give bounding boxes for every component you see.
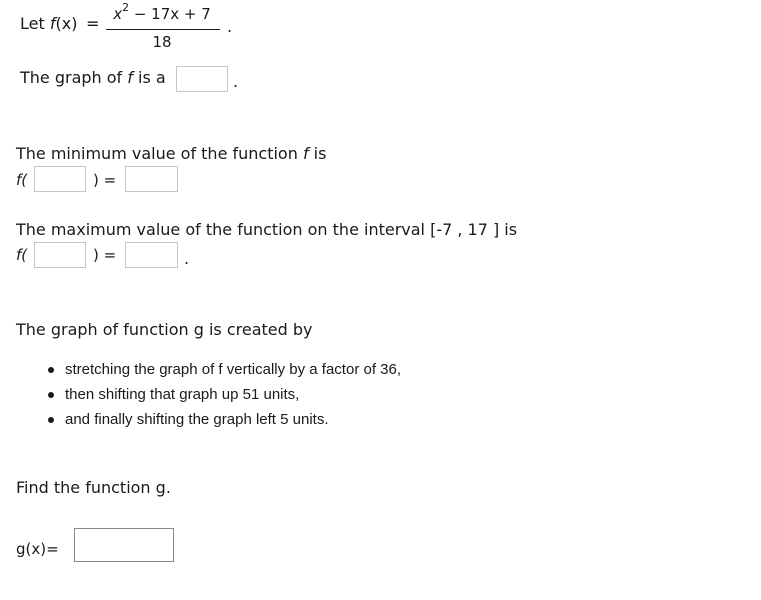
definition-prefix: Let <box>20 14 50 33</box>
minimum-question <box>16 144 326 163</box>
find-function-prompt: Find the function g. <box>16 478 171 497</box>
definition-equals: = <box>86 14 100 33</box>
minimum-value-input[interactable] <box>125 166 178 192</box>
function-name: f <box>49 14 56 33</box>
function-argument: (x) <box>55 14 78 33</box>
transform-intro: The graph of function g is created by <box>16 320 313 339</box>
maximum-f-label: f( <box>16 246 28 264</box>
g-function-label: g(x)= <box>16 540 59 558</box>
transform-step-text: then shifting that graph up 51 units, <box>65 386 300 403</box>
graph-shape-question <box>20 68 166 87</box>
maximum-close-equals: ) = <box>93 246 117 264</box>
graph-shape-input[interactable] <box>176 66 228 92</box>
minimum-question-text: The minimum value of the function <box>16 144 303 163</box>
bullet-icon <box>48 367 54 373</box>
list-item <box>46 410 401 435</box>
numerator-variable: x <box>113 5 123 23</box>
function-definition-label <box>20 14 77 33</box>
minimum-question-suffix: is <box>308 144 327 163</box>
bullet-icon <box>48 417 54 423</box>
list-item <box>46 385 401 410</box>
transform-steps-list <box>46 360 401 435</box>
numerator-exponent: 2 <box>122 1 130 14</box>
graph-shape-func: f <box>127 68 133 87</box>
fraction-bar <box>106 29 220 30</box>
transform-step-text: stretching the graph of f vertically by a factor of 36, <box>65 361 402 378</box>
maximum-question: The maximum value of the function on the interval [-7 , 17 ] is <box>16 220 518 239</box>
graph-shape-period: . <box>233 72 239 91</box>
maximum-x-input[interactable] <box>34 242 86 268</box>
minimum-f-label: f( <box>16 171 28 189</box>
minimum-close-equals: ) = <box>93 171 117 189</box>
minimum-question-func: f <box>302 144 309 163</box>
maximum-period: . <box>184 249 190 268</box>
function-fraction <box>104 1 220 51</box>
graph-shape-text-after: is a <box>132 68 166 87</box>
transform-step-text: and finally shifting the graph left 5 units. <box>65 411 329 428</box>
bullet-icon <box>48 392 54 398</box>
numerator-rest: − 17x + 7 <box>129 5 211 23</box>
list-item <box>46 360 401 385</box>
maximum-value-input[interactable] <box>125 242 178 268</box>
g-function-input[interactable] <box>74 528 174 562</box>
graph-shape-text-before: The graph of <box>20 68 128 87</box>
fraction-denominator: 18 <box>152 33 172 51</box>
minimum-x-input[interactable] <box>34 166 86 192</box>
fraction-numerator <box>104 1 220 23</box>
definition-period: . <box>227 17 233 36</box>
